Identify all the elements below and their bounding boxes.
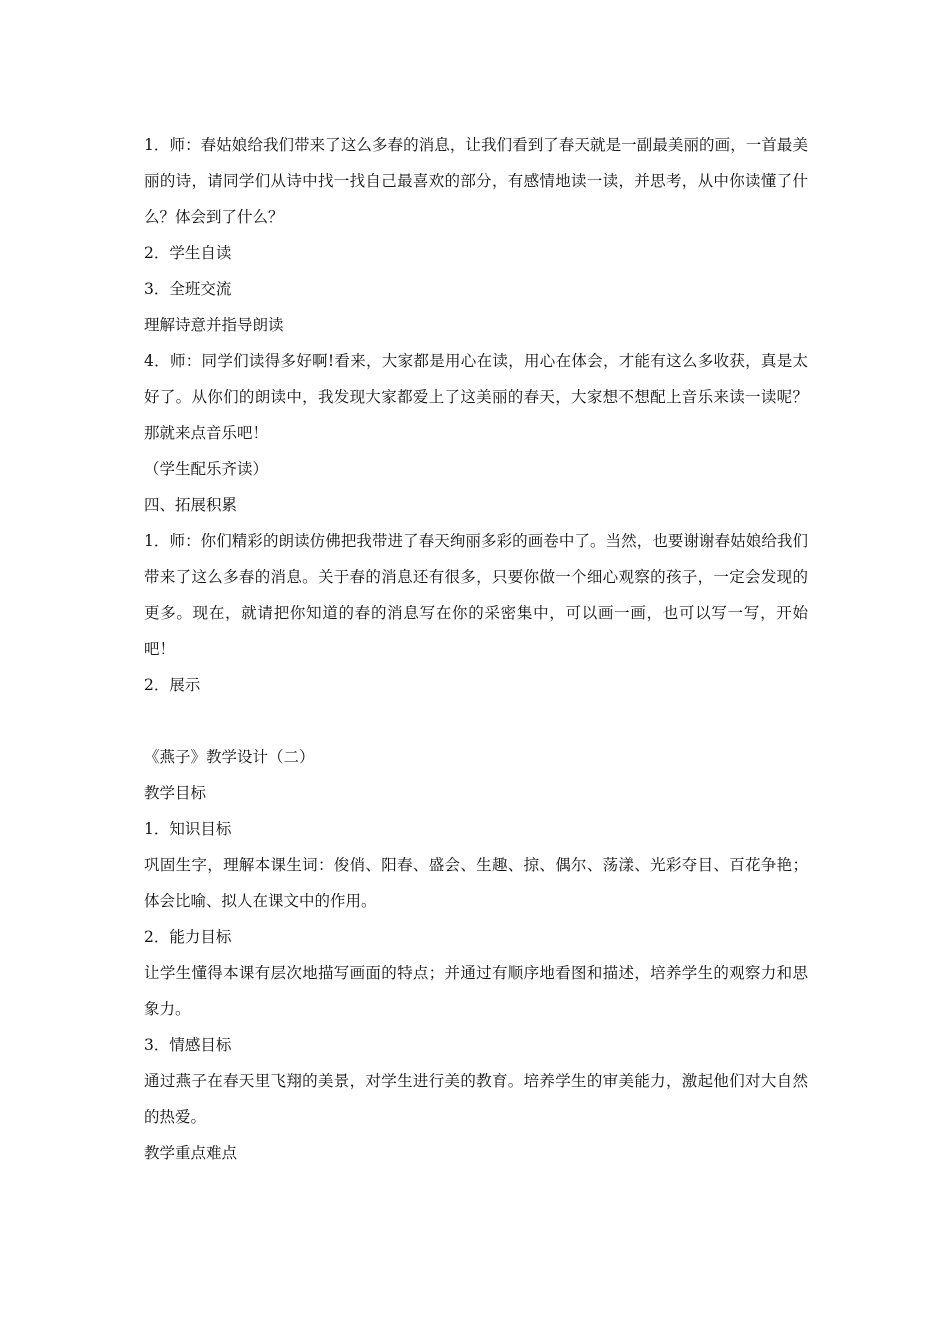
paragraph-teacher-extension: 1．师：你们精彩的朗读仿佛把我带进了春天绚丽多彩的画卷中了。当然，也要谢谢春姑娘给我们带来了这么多春的消息。关于春的消息还有很多，只要你做一个细心观察的孩子，一定会发现的更多。现在，就请把你知道的春的消息写在你的采密集中，可以画一画，也可以写一写，开始吧！ — [144, 532, 808, 658]
document-body — [144, 127, 808, 1171]
paragraph-teacher-praise: 4．师：同学们读得多好啊!看来，大家都是用心在读，用心在体会，才能有这么多收获，真是太好了。从你们的朗读中，我发现大家都爱上了这美丽的春天，大家想不想配上音乐来读一读呢？那就来点音乐吧！ — [144, 352, 808, 442]
paragraph-teacher-intro: 1．师：春姑娘给我们带来了这么多春的消息，让我们看到了春天就是一副最美丽的画，一首最美丽的诗，请同学们从诗中找一找自己最喜欢的部分，有感情地读一读，并思考，从中你读懂了什么？体会到了什么？ — [144, 136, 808, 226]
paragraph-ability-objective: 让学生懂得本课有层次地描写画面的特点；并通过有顺序地看图和描述，培养学生的观察力和思象力。 — [144, 964, 808, 1018]
section-heading-key-points: 教学重点难点 — [144, 1144, 238, 1162]
heading-knowledge-objective: 1．知识目标 — [144, 820, 232, 838]
document-subtitle: 《燕子》教学设计（二） — [144, 748, 315, 766]
section-heading-extension: 四、拓展积累 — [144, 496, 238, 514]
heading-ability-objective: 2．能力目标 — [144, 928, 232, 946]
paragraph-knowledge-objective: 巩固生字，理解本课生词：俊俏、阳春、盛会、生趣、掠、偶尔、荡漾、光彩夺目、百花争艳；体会比喻、拟人在课文中的作用。 — [144, 856, 808, 910]
paragraph-self-reading: 2．学生自读 — [144, 244, 232, 262]
section-heading-objectives: 教学目标 — [144, 784, 207, 802]
paragraph-class-exchange: 3．全班交流 — [144, 280, 232, 298]
paragraph-guided-reading: 理解诗意并指导朗读 — [144, 316, 284, 334]
paragraph-emotion-objective: 通过燕子在春天里飞翔的美景，对学生进行美的教育。培养学生的审美能力，激起他们对大自然的热爱。 — [144, 1072, 808, 1126]
paragraph-music-reading: （学生配乐齐读） — [144, 460, 269, 478]
heading-emotion-objective: 3．情感目标 — [144, 1036, 232, 1054]
section-spacer — [144, 703, 808, 739]
paragraph-display: 2．展示 — [144, 676, 201, 694]
